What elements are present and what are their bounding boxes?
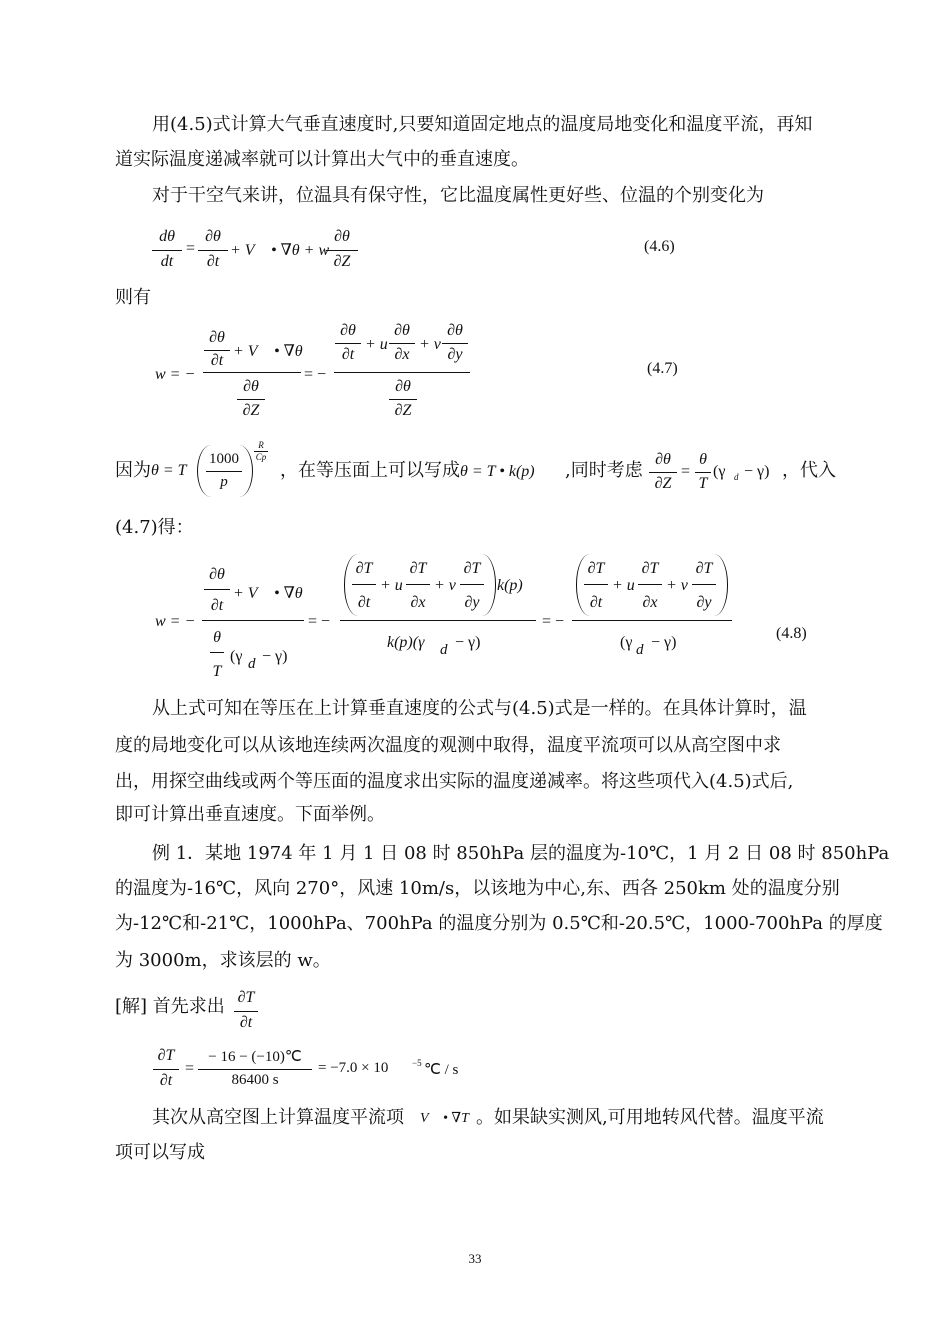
para5-suffix: 。如果缺实测风,可用地转风代替。温度平流	[476, 1107, 824, 1128]
eq46-lhs-den: dt	[160, 253, 174, 270]
eq48-a-dsub: d	[248, 656, 256, 672]
eq48-w: w = −	[155, 613, 196, 630]
eq48-c3n: ∂T	[695, 560, 713, 577]
because-suffix: ，代入	[782, 460, 836, 481]
eq47-a-nfn: ∂θ	[209, 329, 225, 346]
eq48-b2d: ∂x	[410, 594, 426, 611]
because-c2-den: T	[698, 475, 708, 492]
para3-line2: 度的局地变化可以从该地连续两次温度的观测中取得，温度平流项可以从高空图中求	[115, 735, 781, 756]
eq46-t1-den: ∂t	[206, 253, 220, 270]
eq47-a-dn: ∂θ	[243, 378, 259, 395]
because-frac-den: p	[220, 474, 228, 490]
eq48-b2n: ∂T	[409, 560, 427, 577]
eq46-t2-num: ∂θ	[334, 228, 350, 245]
line-47de: (4.7)得：	[115, 517, 194, 538]
eq46-lhs-num: dθ	[159, 228, 175, 245]
eq48-b1d: ∂t	[357, 594, 371, 611]
eq47-eq2: = −	[304, 366, 327, 383]
eq48-cv: + v	[666, 577, 688, 594]
eq48-a-drest: (γ	[230, 648, 243, 665]
because-c2-num: θ	[699, 451, 707, 468]
eq48-c1n: ∂T	[587, 560, 605, 577]
eq48-b3d: ∂y	[464, 594, 480, 611]
because-c-den: ∂Z	[654, 475, 672, 492]
solution-frac-num: ∂T	[237, 989, 255, 1006]
eq47-a-dd: ∂Z	[242, 402, 260, 419]
because-c2-bar	[695, 472, 711, 473]
because-theta2: θ = T • k(p)	[460, 463, 535, 480]
page-number: 33	[468, 1251, 482, 1266]
then-have-text: 则有	[115, 287, 151, 308]
eq47-b2d: ∂x	[394, 346, 410, 363]
para3-line4: 即可计算出垂直速度。下面举例。	[115, 804, 385, 825]
eq46-t1-num: ∂θ	[205, 228, 221, 245]
eq47-number: (4.7)	[647, 360, 678, 377]
eq46-t2-bar	[326, 250, 358, 251]
solution-prefix: [解] 首先求出	[115, 996, 225, 1017]
eq46-eq: =	[186, 240, 196, 257]
because-mid: ，在等压面上可以写成	[280, 460, 460, 481]
para5-line2: 项可以写成	[115, 1142, 205, 1163]
eq47-b3-bar	[442, 343, 468, 344]
eq48-a-dn: θ	[213, 629, 221, 646]
eq46-lhs-bar	[152, 250, 182, 251]
eq48-a-d-bar	[210, 652, 224, 653]
calc-num: − 16 − (−10)℃	[208, 1049, 302, 1065]
para4-line2: 的温度为-16℃，风向 270°，风速 10m/s，以该地为中心,东、西各 250km 处的温度分别	[115, 878, 840, 899]
eq48-c2d: ∂x	[642, 594, 658, 611]
eq47-b2-bar	[389, 343, 415, 344]
eq47-bv: + v	[419, 336, 441, 353]
eq48-a-n-bar	[204, 589, 230, 590]
para1-line1: 用(4.5)式计算大气垂直速度时,只要知道固定地点的温度局地变化和温度平流，再知	[152, 114, 813, 135]
solution-frac-bar	[234, 1011, 258, 1012]
eq47-bu: + u	[365, 336, 388, 353]
eq48-bk: k(p)	[497, 577, 523, 594]
eq48-a-nn: ∂θ	[209, 566, 225, 583]
eq46-t1-bar	[198, 250, 228, 251]
solution-frac-den: ∂t	[239, 1014, 253, 1031]
eq48-b-den-sub: d	[440, 642, 448, 658]
eq48-b3n: ∂T	[463, 560, 481, 577]
eq48-a-nd: ∂t	[210, 597, 224, 614]
calc-bar	[198, 1069, 312, 1070]
calc-rhs: = −7.0 × 10	[318, 1060, 389, 1076]
eq48-eq3: = −	[542, 613, 565, 630]
calc-lhs-den: ∂t	[159, 1072, 173, 1089]
para4-line4: 为 3000m，求该层的 w。	[115, 950, 331, 971]
eq47-b1n: ∂θ	[340, 322, 356, 339]
calc-rhs-exp: −5	[412, 1058, 422, 1068]
because-prefix: 因为	[115, 460, 151, 481]
eq48-a-main-bar	[202, 620, 304, 621]
because-c-sub: d	[734, 472, 739, 482]
eq48-c1-bar	[584, 584, 608, 585]
eq47-b-d-bar	[389, 399, 417, 400]
para3-line3: 出，用探空曲线或两个等压面的温度求出实际的温度递减率。将这些项代入(4.5)式后,	[115, 771, 794, 792]
eq48-cu: + u	[612, 577, 635, 594]
eq48-b-den-rest: − γ)	[455, 634, 481, 651]
eq47-a-d-bar	[237, 399, 265, 400]
calc-eq: =	[185, 1060, 195, 1077]
eq47-b3n: ∂θ	[447, 322, 463, 339]
eq46-number: (4.6)	[644, 238, 675, 255]
eq48-a-drest2: − γ)	[262, 648, 288, 665]
eq48-b-den: k(p)(γ	[387, 634, 425, 651]
eq48-c1d: ∂t	[589, 594, 603, 611]
eq47-b1-bar	[335, 343, 361, 344]
eq48-c3d: ∂y	[696, 594, 712, 611]
para4-line1: 例 1．某地 1974 年 1 月 1 日 08 时 850hPa 层的温度为-10℃，1 月 2 日 08 时 850hPa	[152, 843, 890, 864]
eq48-eq2: = −	[308, 613, 331, 630]
calc-lhs-bar	[153, 1069, 179, 1070]
para5-prefix: 其次从高空图上计算温度平流项	[152, 1107, 404, 1128]
eq48-c-den-rest: − γ)	[651, 634, 677, 651]
eq48-c-main-bar	[572, 620, 732, 621]
because-consider: ,同时考虑	[565, 460, 643, 481]
eq47-a-nrest: + V⃗ • ∇θ	[233, 343, 303, 360]
eq48-b1n: ∂T	[355, 560, 373, 577]
eq46-t2-den: ∂Z	[333, 253, 351, 270]
eq48-a-dd: T	[212, 663, 222, 680]
eq48-c2n: ∂T	[641, 560, 659, 577]
para3-line1: 从上式可知在等压在上计算垂直速度的公式与(4.5)式是一样的。在具体计算时，温	[152, 698, 807, 719]
eq48-b1-bar	[352, 584, 376, 585]
eq48-c3-bar	[692, 584, 716, 585]
calc-den: 86400 s	[231, 1072, 279, 1088]
para5-math: V⃗ • ∇T	[420, 1111, 469, 1126]
eq47-b3d: ∂y	[447, 346, 463, 363]
because-theta-eq: θ = T	[151, 462, 187, 479]
eq47-b-main-bar	[334, 372, 470, 373]
calc-rhs-unit: ℃ / s	[424, 1062, 459, 1078]
para2-line: 对于干空气来讲，位温具有保守性，它比温度属性更好些、位温的个别变化为	[152, 185, 764, 206]
eq48-bv: + v	[434, 577, 456, 594]
because-c-bar	[649, 472, 677, 473]
eq47-b2n: ∂θ	[394, 322, 410, 339]
eq48-b-main-bar	[340, 620, 536, 621]
because-frac-num: 1000	[209, 451, 239, 467]
because-exp-den: Cp	[255, 452, 267, 462]
because-c-eq: =	[681, 463, 691, 480]
eq48-bu: + u	[380, 577, 403, 594]
calc-lhs-num: ∂T	[157, 1047, 175, 1064]
eq47-a-nf-bar	[204, 350, 230, 351]
eq48-c-den: (γ	[620, 634, 633, 651]
eq48-a-nrest: + V⃗ • ∇θ	[233, 585, 303, 602]
eq47-w: w = −	[155, 366, 196, 383]
because-c-num: ∂θ	[655, 451, 671, 468]
eq47-b1d: ∂t	[341, 346, 355, 363]
eq48-c2-bar	[638, 584, 662, 585]
para4-line3: 为-12℃和-21℃，1000hPa、700hPa 的温度分别为 0.5℃和-20.5℃，1000-700hPa 的厚度	[115, 913, 883, 934]
because-exp-num: R	[258, 440, 264, 450]
eq47-b-dd: ∂Z	[394, 402, 412, 419]
eq47-a-main-bar	[203, 372, 301, 373]
eq47-a-nfd: ∂t	[210, 352, 224, 369]
eq47-b-dn: ∂θ	[395, 378, 411, 395]
eq48-c-den-sub: d	[636, 642, 644, 658]
para1-line2: 道实际温度递减率就可以计算出大气中的垂直速度。	[115, 149, 529, 170]
because-frac-bar	[206, 471, 242, 472]
eq46-mid: + V⃗ • ∇θ + w	[230, 242, 330, 259]
because-c-rest: (γ	[713, 463, 726, 480]
eq48-b3-bar	[460, 584, 484, 585]
eq48-number: (4.8)	[776, 625, 807, 642]
eq48-b2-bar	[406, 584, 430, 585]
because-c-rest2: − γ)	[744, 463, 770, 480]
